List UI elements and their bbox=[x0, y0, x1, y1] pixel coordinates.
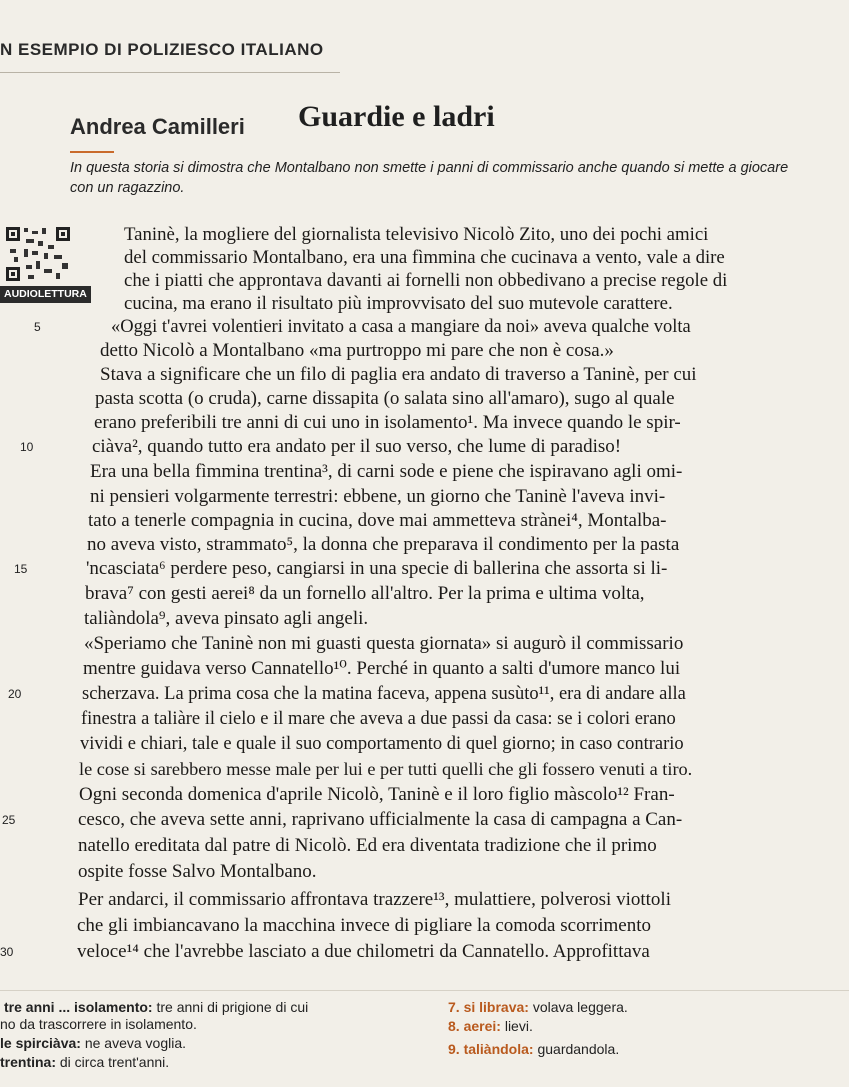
line-number: 25 bbox=[2, 813, 16, 827]
text-line: taliàndola⁹, aveva pinsato agli angeli. bbox=[84, 608, 369, 629]
footnote bbox=[448, 1040, 619, 1058]
footnote-definition: guardandola. bbox=[537, 1041, 620, 1057]
audio-reading-label[interactable]: AUDIOLETTURA bbox=[0, 286, 91, 303]
section-label: N ESEMPIO DI POLIZIESCO ITALIANO bbox=[0, 40, 324, 59]
line-number: 20 bbox=[8, 687, 22, 701]
text-line: Per andarci, il commissario affrontava trazzere¹³, mulattiere, polverosi viottoli bbox=[78, 889, 671, 910]
text-line: Stava a significare che un filo di paglia era andato di traverso a Taninè, per cui bbox=[100, 364, 697, 385]
text-line: no aveva visto, strammato⁵, la donna che preparava il condimento per la pasta bbox=[87, 534, 680, 555]
line-number: 10 bbox=[20, 440, 34, 454]
footnote-term: 9. taliàndola: bbox=[448, 1041, 534, 1057]
text-line: finestra a taliàre il cielo e il mare che aveva a due passi da casa: se i colori erano bbox=[81, 709, 676, 729]
qr-code-icon[interactable] bbox=[4, 225, 72, 283]
text-line: Taninè, la mogliere del giornalista televisivo Nicolò Zito, uno dei pochi amici bbox=[124, 224, 709, 245]
footnote bbox=[0, 1034, 186, 1052]
text-line: cucina, ma erano il risultato più improvvisato del suo mutevole carattere. bbox=[124, 293, 673, 314]
footnote bbox=[448, 1017, 533, 1035]
text-line: cesco, che aveva sette anni, raprivano ufficialmente la casa di campagna a Can- bbox=[78, 809, 683, 830]
text-line: «Oggi t'avrei volentieri invitato a casa a mangiare da noi» aveva qualche volta bbox=[111, 317, 691, 337]
footnote bbox=[4, 998, 308, 1016]
author-underline bbox=[70, 151, 114, 153]
line-number: 30 bbox=[0, 945, 14, 959]
footnote bbox=[0, 1053, 169, 1071]
text-line: che gli imbiancavano la macchina invece di pigliare la comoda scorrimento bbox=[77, 915, 651, 936]
text-line: «Speriamo che Taninè non mi guasti questa giornata» si augurò il commissario bbox=[84, 633, 684, 654]
text-line: scherzava. La prima cosa che la matina faceva, appena susùto¹¹, era di andare alla bbox=[82, 684, 686, 704]
text-line: ospite fosse Salvo Montalbano. bbox=[78, 861, 317, 882]
text-line: 'ncasciata⁶ perdere peso, cangiarsi in una specie di ballerina che assorta si li- bbox=[86, 558, 668, 579]
footnote-term: trentina: bbox=[0, 1054, 56, 1070]
text-line: ni pensieri volgarmente terrestri: ebbene, un giorno che Taninè l'aveva invi- bbox=[90, 486, 666, 507]
text-line: pasta scotta (o cruda), carne dissapita (o salata sino all'amaro), sugo al quale bbox=[95, 388, 675, 409]
text-line: Ogni seconda domenica d'aprile Nicolò, Taninè e il loro figlio màscolo¹² Fran- bbox=[79, 784, 675, 805]
text-line: brava⁷ con gesti aerei⁸ da un fornello all'altro. Per la prima e ultima volta, bbox=[85, 583, 645, 604]
text-line: erano preferibili tre anni di cui uno in isolamento¹. Ma invece quando le spir- bbox=[94, 412, 681, 433]
text-line: mentre guidava verso Cannatello¹⁰. Perché in quanto a salti d'umore manco lui bbox=[83, 658, 681, 679]
section-rule bbox=[0, 72, 340, 73]
footnote-definition: volava leggera. bbox=[532, 999, 628, 1015]
text-line: le cose si sarebbero messe male per lui e per tutti quelli che gli fossero venuti a tiro. bbox=[79, 759, 693, 779]
text-line: detto Nicolò a Montalbano «ma purtroppo mi pare che non è cosa.» bbox=[100, 340, 614, 361]
text-line: vividi e chiari, tale e quale il suo comportamento di quel giorno; in caso contrario bbox=[80, 734, 684, 754]
text-line: del commissario Montalbano, era una fìmmina che cucinava a vento, vale a dire bbox=[124, 247, 725, 268]
text-line: Era una bella fìmmina trentina³, di carni sode e piene che ispiravano agli omi- bbox=[90, 461, 683, 482]
line-number: 5 bbox=[34, 320, 41, 334]
footnote-term: tre anni ... isolamento: bbox=[4, 999, 153, 1015]
footnote-term: 7. si librava: bbox=[448, 999, 529, 1015]
footnote-definition: lievi. bbox=[504, 1018, 533, 1034]
footnote-definition: di circa trent'anni. bbox=[59, 1054, 170, 1070]
footnote-definition: no da trascorrere in isolamento. bbox=[0, 1016, 197, 1032]
footnote bbox=[448, 998, 628, 1016]
line-number: 15 bbox=[14, 562, 28, 576]
footnote-term: 8. aerei: bbox=[448, 1018, 501, 1034]
footnote-definition: ne aveva voglia. bbox=[84, 1035, 187, 1051]
text-line: ciàva², quando tutto era andato per il suo verso, che lume di paradiso! bbox=[92, 436, 622, 457]
text-line: che i piatti che approntava davanti ai fornelli non obbedivano a precise regole di bbox=[124, 270, 728, 291]
story-title: Guardie e ladri bbox=[298, 100, 495, 133]
text-line: veloce¹⁴ che l'avrebbe lasciato a due chilometri da Cannatello. Approfittava bbox=[77, 941, 650, 962]
footnote-definition: tre anni di prigione di cui bbox=[156, 999, 309, 1015]
footnote-divider bbox=[0, 990, 849, 991]
footnote bbox=[0, 1015, 197, 1033]
author-name: Andrea Camilleri bbox=[70, 114, 245, 139]
footnote-term: le spirciàva: bbox=[0, 1035, 81, 1051]
text-line: tato a tenerle compagnia in cucina, dove mai ammetteva strànei⁴, Montalba- bbox=[88, 510, 667, 531]
text-line: natello ereditata dal patre di Nicolò. Ed era diventata tradizione che il primo bbox=[78, 835, 657, 856]
intro-text: In questa storia si dimostra che Montalbano non smette i panni di commissario anche quando si mette a giocare con un ragazzino. bbox=[70, 160, 789, 196]
